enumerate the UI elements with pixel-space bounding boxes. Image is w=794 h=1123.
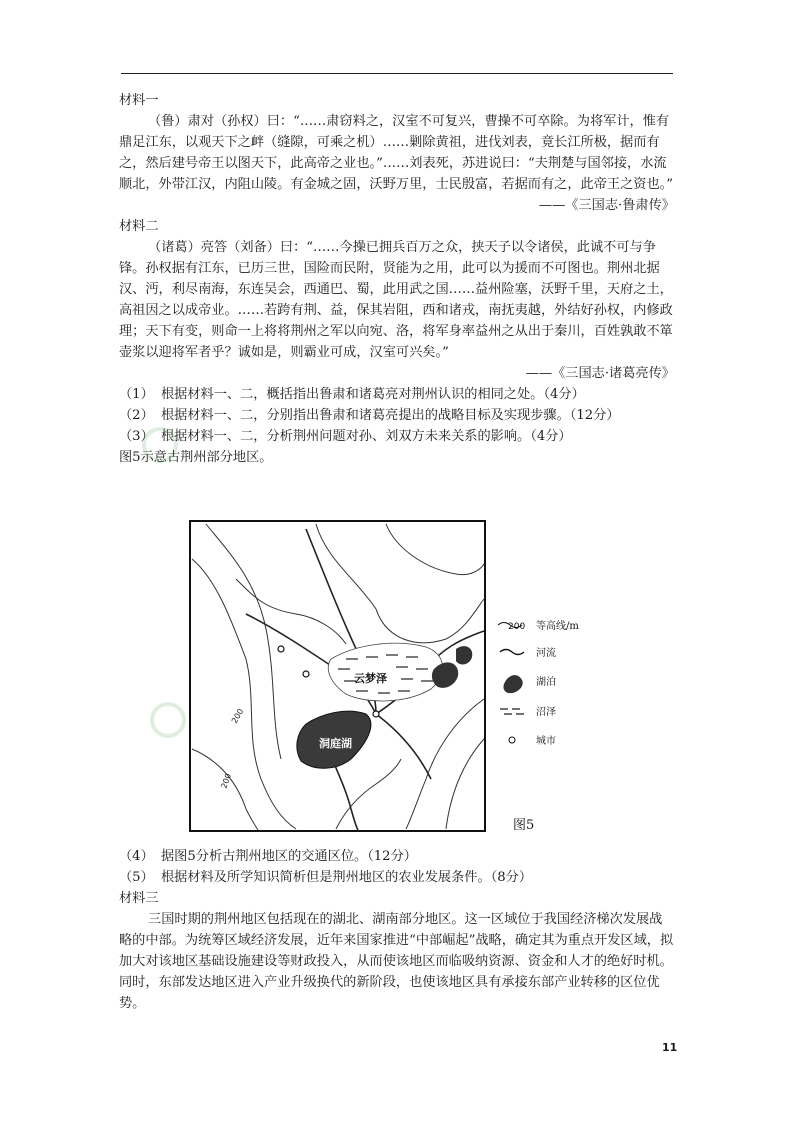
question-5: （5） 根据材料及所学知识简析但是荆州地区的农业发展条件。（8分） — [119, 870, 533, 885]
question-1: （1） 根据材料一、二，概括指出鲁肃和诸葛亮对荆州认识的相同之处。（4分） — [119, 387, 585, 402]
dongting-label: 洞庭湖 — [319, 737, 352, 750]
legend-marsh-label: 沼泽 — [536, 707, 556, 718]
page-number: 11 — [662, 1041, 678, 1054]
question-2: （2） 根据材料一、二，分别指出鲁肃和诸葛亮提出的战略目标及实现步骤。（12分） — [119, 408, 620, 423]
figure-intro: 图5示意古荆州部分地区。 — [119, 450, 273, 465]
watermark-logo-icon — [140, 420, 180, 470]
material2-source: ——《三国志·诸葛亮传》 — [525, 366, 675, 381]
legend-river-label: 河流 — [536, 648, 556, 659]
legend-contour-value: 200 — [508, 622, 526, 632]
map-legend — [498, 619, 579, 747]
legend-city-symbol — [509, 737, 515, 743]
legend-lake-symbol — [503, 675, 522, 693]
yunmeng-label: 云梦泽 — [354, 672, 387, 685]
material3-text: 三国时期的荆州地区包括现在的湖北、湖南部分地区。这一区域位于我国经济梯次发展战略的中部。为统筹区域经济发展，近年来国家推进“中部崛起”战略，确定其为重点开发区域，拟加大对该地区基础设施建设等财政投入，从而使该地区而临吸纳资源、资金和人才的绝好时机。同时，东部发达地区进入产业升级换代的新阶段，也使该地区具有承接东部产业转移的区位优势。 — [119, 912, 674, 1011]
legend-river-symbol — [500, 650, 524, 655]
material1-source: ——《三国志·鲁肃传》 — [538, 198, 675, 213]
legend-city-label: 城市 — [536, 736, 556, 747]
contour-value-label: 200 — [229, 707, 246, 725]
contour-value-label: 200 — [219, 772, 234, 790]
header-rule — [121, 73, 673, 74]
material2-heading: 材料二 — [119, 219, 159, 234]
material1-text: （鲁）肃对（孙权）曰：“……肃窃料之，汉室不可复兴，曹操不可卒除。为将军计，惟有鼎足江东，以观天下之衅（缝隙，可乘之机）……剿除黄祖，进伐刘表，竟长江所极，据而有之，然后建号帝王以图天下，此高帝之业也。”……刘表死，苏进说曰：“夫荆楚与国邻接，水流顺北，外带江汉，内阻山陵。有金城之固，沃野万里，士民殷富，若据而有之，此帝王之资也。” — [119, 114, 674, 192]
figure-caption: 图5 — [513, 818, 535, 833]
watermark-logo-icon — [148, 695, 188, 745]
legend-marsh-symbol — [500, 709, 524, 714]
page-body-lower — [119, 846, 675, 1014]
material2-text: （诸葛）亮答（刘备）曰：“……今操已拥兵百万之众，挟天子以令诸侯，此诚不可与争锋。孙权据有江东，已历三世，国险而民附，贤能为之用，此可以为援而不可图也。荆州北据汉、沔，利尽南海，东连吴会，西通巴、蜀，此用武之国……益州险塞，沃野千里，天府之土，高祖因之以成帝业。……若跨有荆、益，保其岩阻，西和诸戎，南抚夷越，外结好孙权，内修政理；天下有变，则命一上将将荆州之军以向宛、洛，将军身率益州之从出于秦川，百姓孰敢不箪壶浆以迎将军者乎？诚如是，则霸业可成，汉室可兴矣。” — [119, 240, 673, 360]
legend-lake-label: 湖泊 — [536, 677, 556, 688]
material3-heading: 材料三 — [119, 891, 159, 906]
question-3: （3） 根据材料一、二，分析荆州问题对孙、刘双方未来关系的影响。（4分） — [119, 429, 572, 444]
question-4: （4） 据图5分析古荆州地区的交通区位。（12分） — [119, 849, 417, 864]
figure-5-map — [186, 519, 611, 834]
material1-heading: 材料一 — [119, 93, 159, 108]
page-body — [119, 90, 675, 468]
legend-contour-label: 等高线/m — [536, 621, 579, 632]
